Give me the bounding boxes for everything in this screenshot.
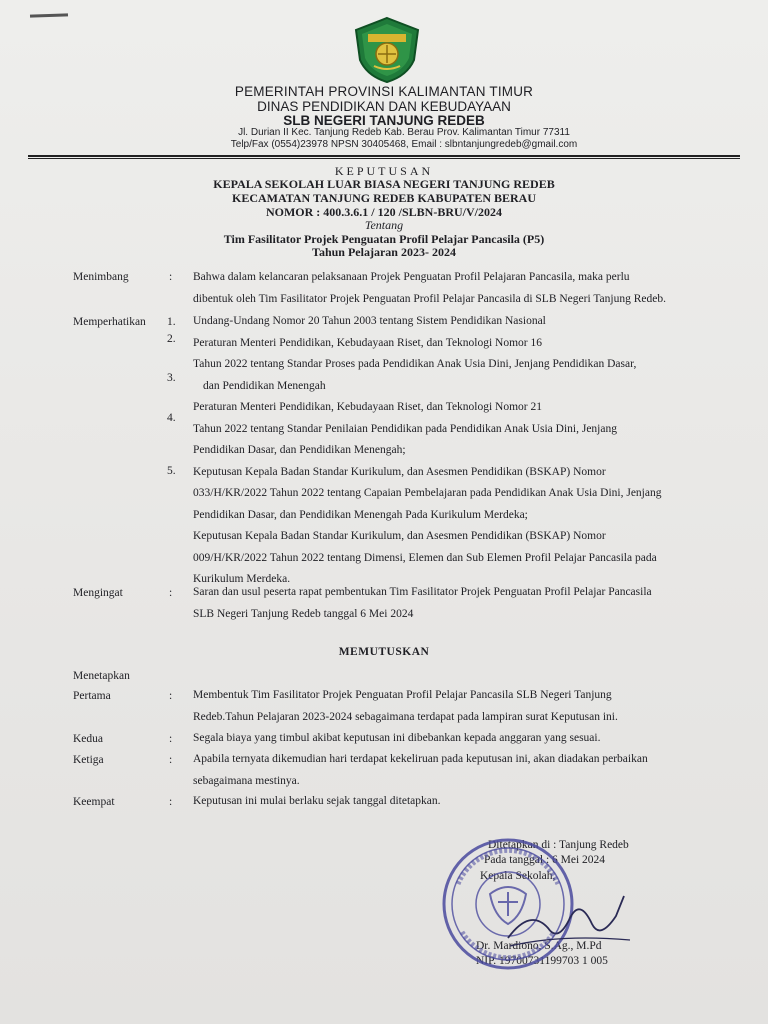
memperhatikan-line: Kurikulum Merdeka. (193, 573, 291, 585)
keempat-colon: : (169, 796, 173, 808)
ketiga-label: Ketiga (73, 754, 104, 766)
provincial-emblem-logo (352, 16, 422, 84)
header-government: PEMERINTAH PROVINSI KALIMANTAN TIMUR (234, 84, 534, 99)
pertama-colon: : (169, 690, 173, 702)
mengingat-label: Mengingat (73, 587, 123, 599)
kedua-line: Segala biaya yang timbul akibat keputusan ini dibebankan kepada anggaran yang sesuai. (193, 732, 601, 744)
header-department: DINAS PENDIDIKAN DAN KEBUDAYAAN (257, 99, 511, 114)
memperhatikan-line: dan Pendidikan Menengah (203, 379, 326, 392)
menimbang-colon: : (169, 271, 173, 283)
ketiga-line: sebagaimana mestinya. (193, 774, 300, 787)
memperhatikan-label: Memperhatikan (73, 316, 146, 328)
list-number: 5. (167, 465, 176, 477)
pertama-label: Pertama (73, 690, 111, 702)
decree-number: NOMOR : 400.3.6.1 / 120 /SLBN-BRU/V/2024 (265, 205, 502, 219)
signer-name: Dr. Mardiono, S.Ag., M.Pd (476, 940, 602, 952)
kedua-label: Kedua (73, 733, 104, 745)
header-contact: Telp/Fax (0554)23978 NPSN 30405468, Email : slbntanjungredeb@gmail.com (230, 139, 578, 150)
signature-place: Ditetapkan di : Tanjung Redeb (488, 839, 629, 851)
menimbang-text (193, 267, 729, 310)
memperhatikan-line: Keputusan Kepala Badan Standar Kurikulum, dan Asesmen Pendidikan (BSKAP) Nomor (193, 530, 606, 542)
header-address: Jl. Durian II Kec. Tanjung Redeb Kab. Berau Prov. Kalimantan Timur 77311 (238, 127, 570, 138)
keempat-line: Keputusan ini mulai berlaku sejak tanggal ditetapkan. (193, 795, 441, 807)
handwritten-signature-icon (500, 888, 650, 958)
mengingat-text (193, 582, 729, 625)
memperhatikan-line: Peraturan Menteri Pendidikan, Kebudayaan Riset, dan Teknologi Nomor 16 (193, 336, 543, 349)
memperhatikan-line: Tahun 2022 tentang Standar Proses pada Pendidikan Anak Usia Dini, Jenjang Pendidikan Dasar, (193, 358, 637, 370)
tentang-label: Tentang (364, 218, 404, 232)
signature-date: Pada tanggal : 6 Mei 2024 (484, 854, 606, 866)
decree-subject: Tim Fasilitator Projek Penguatan Profil Pelajar Pancasila (P5) (223, 232, 545, 246)
list-number: 2. (167, 333, 176, 345)
header-school-name: SLB NEGERI TANJUNG REDEB (283, 113, 485, 128)
menetapkan-label: Menetapkan (73, 670, 130, 682)
memperhatikan-line: 033/H/KR/2022 Tahun 2022 tentang Capaian Pembelajaran pada Pendidikan Anak Usia Dini, Jenjang (193, 487, 662, 499)
ketiga-colon: : (169, 754, 173, 766)
memperhatikan-line: Pendidikan Dasar, dan Pendidikan Menengah Pada Kurikulum Merdeka; (193, 508, 528, 521)
ketiga-line: Apabila ternyata dikemudian hari terdapat kekeliruan pada keputusan ini, akan diadakan perbaikan (193, 753, 648, 765)
pertama-text (193, 685, 729, 728)
list-number: 1. (167, 316, 176, 328)
mengingat-line: SLB Negeri Tanjung Redeb tanggal 6 Mei 2024 (193, 607, 414, 620)
memperhatikan-line: Pendidikan Dasar, dan Pendidikan Menengah; (193, 444, 406, 456)
pertama-line: Membentuk Tim Fasilitator Projek Penguatan Profil Pelajar Pancasila SLB Negeri Tanjung (193, 689, 612, 701)
issuer-region: KECAMATAN TANJUNG REDEB KABUPATEN BERAU (231, 191, 537, 205)
mengingat-colon: : (169, 587, 173, 599)
signature-position: Kepala Sekolah, (480, 870, 556, 882)
kedua-text (193, 728, 729, 750)
decree-academic-year: Tahun Pelajaran 2023- 2024 (312, 245, 456, 259)
header-divider (28, 155, 740, 157)
memperhatikan-line: Keputusan Kepala Badan Standar Kurikulum, dan Asesmen Pendidikan (BSKAP) Nomor (193, 465, 606, 478)
memperhatikan-line: 009/H/KR/2022 Tahun 2022 tentang Dimensi, Elemen dan Sub Elemen Profil Pelajar Pancasila pada (193, 551, 657, 564)
doc-type-title: KEPUTUSAN (334, 164, 434, 178)
pertama-line: Redeb.Tahun Pelajaran 2023-2024 sebagaimana terdapat pada lampiran surat Keputusan ini. (193, 710, 618, 723)
mengingat-line: Saran dan usul peserta rapat pembentukan Tim Fasilitator Projek Penguatan Profil Pelajar Pancasila (193, 586, 652, 598)
memutuskan-heading: MEMUTUSKAN (338, 646, 430, 658)
kedua-colon: : (169, 733, 173, 745)
menimbang-label: Menimbang (73, 271, 129, 283)
pen-mark (30, 13, 68, 17)
menimbang-line: Bahwa dalam kelancaran pelaksanaan Projek Penguatan Profil Pelajaran Pancasila, maka perlu (193, 271, 630, 283)
memperhatikan-list (193, 311, 729, 591)
memperhatikan-line: Undang-Undang Nomor 20 Tahun 2003 tentang Sistem Pendidikan Nasional (193, 315, 546, 327)
list-number: 4. (167, 412, 176, 424)
ketiga-text (193, 749, 729, 792)
keempat-text (193, 791, 729, 813)
list-number: 3. (167, 372, 176, 384)
memperhatikan-line: Peraturan Menteri Pendidikan, Kebudayaan Riset, dan Teknologi Nomor 21 (193, 401, 543, 413)
signer-nip: NIP. 19700731199703 1 005 (476, 955, 608, 967)
menimbang-line: dibentuk oleh Tim Fasilitator Projek Penguatan Profil Pelajar Pancasila di SLB Negeri Tanjung Redeb. (193, 292, 666, 305)
header-divider-thin (28, 158, 740, 159)
memperhatikan-line: Tahun 2022 tentang Standar Penilaian Pendidikan pada Pendidikan Anak Usia Dini, Jenjang (193, 422, 617, 435)
issuer-title: KEPALA SEKOLAH LUAR BIASA NEGERI TANJUNG REDEB (213, 177, 555, 191)
keempat-label: Keempat (73, 796, 115, 808)
